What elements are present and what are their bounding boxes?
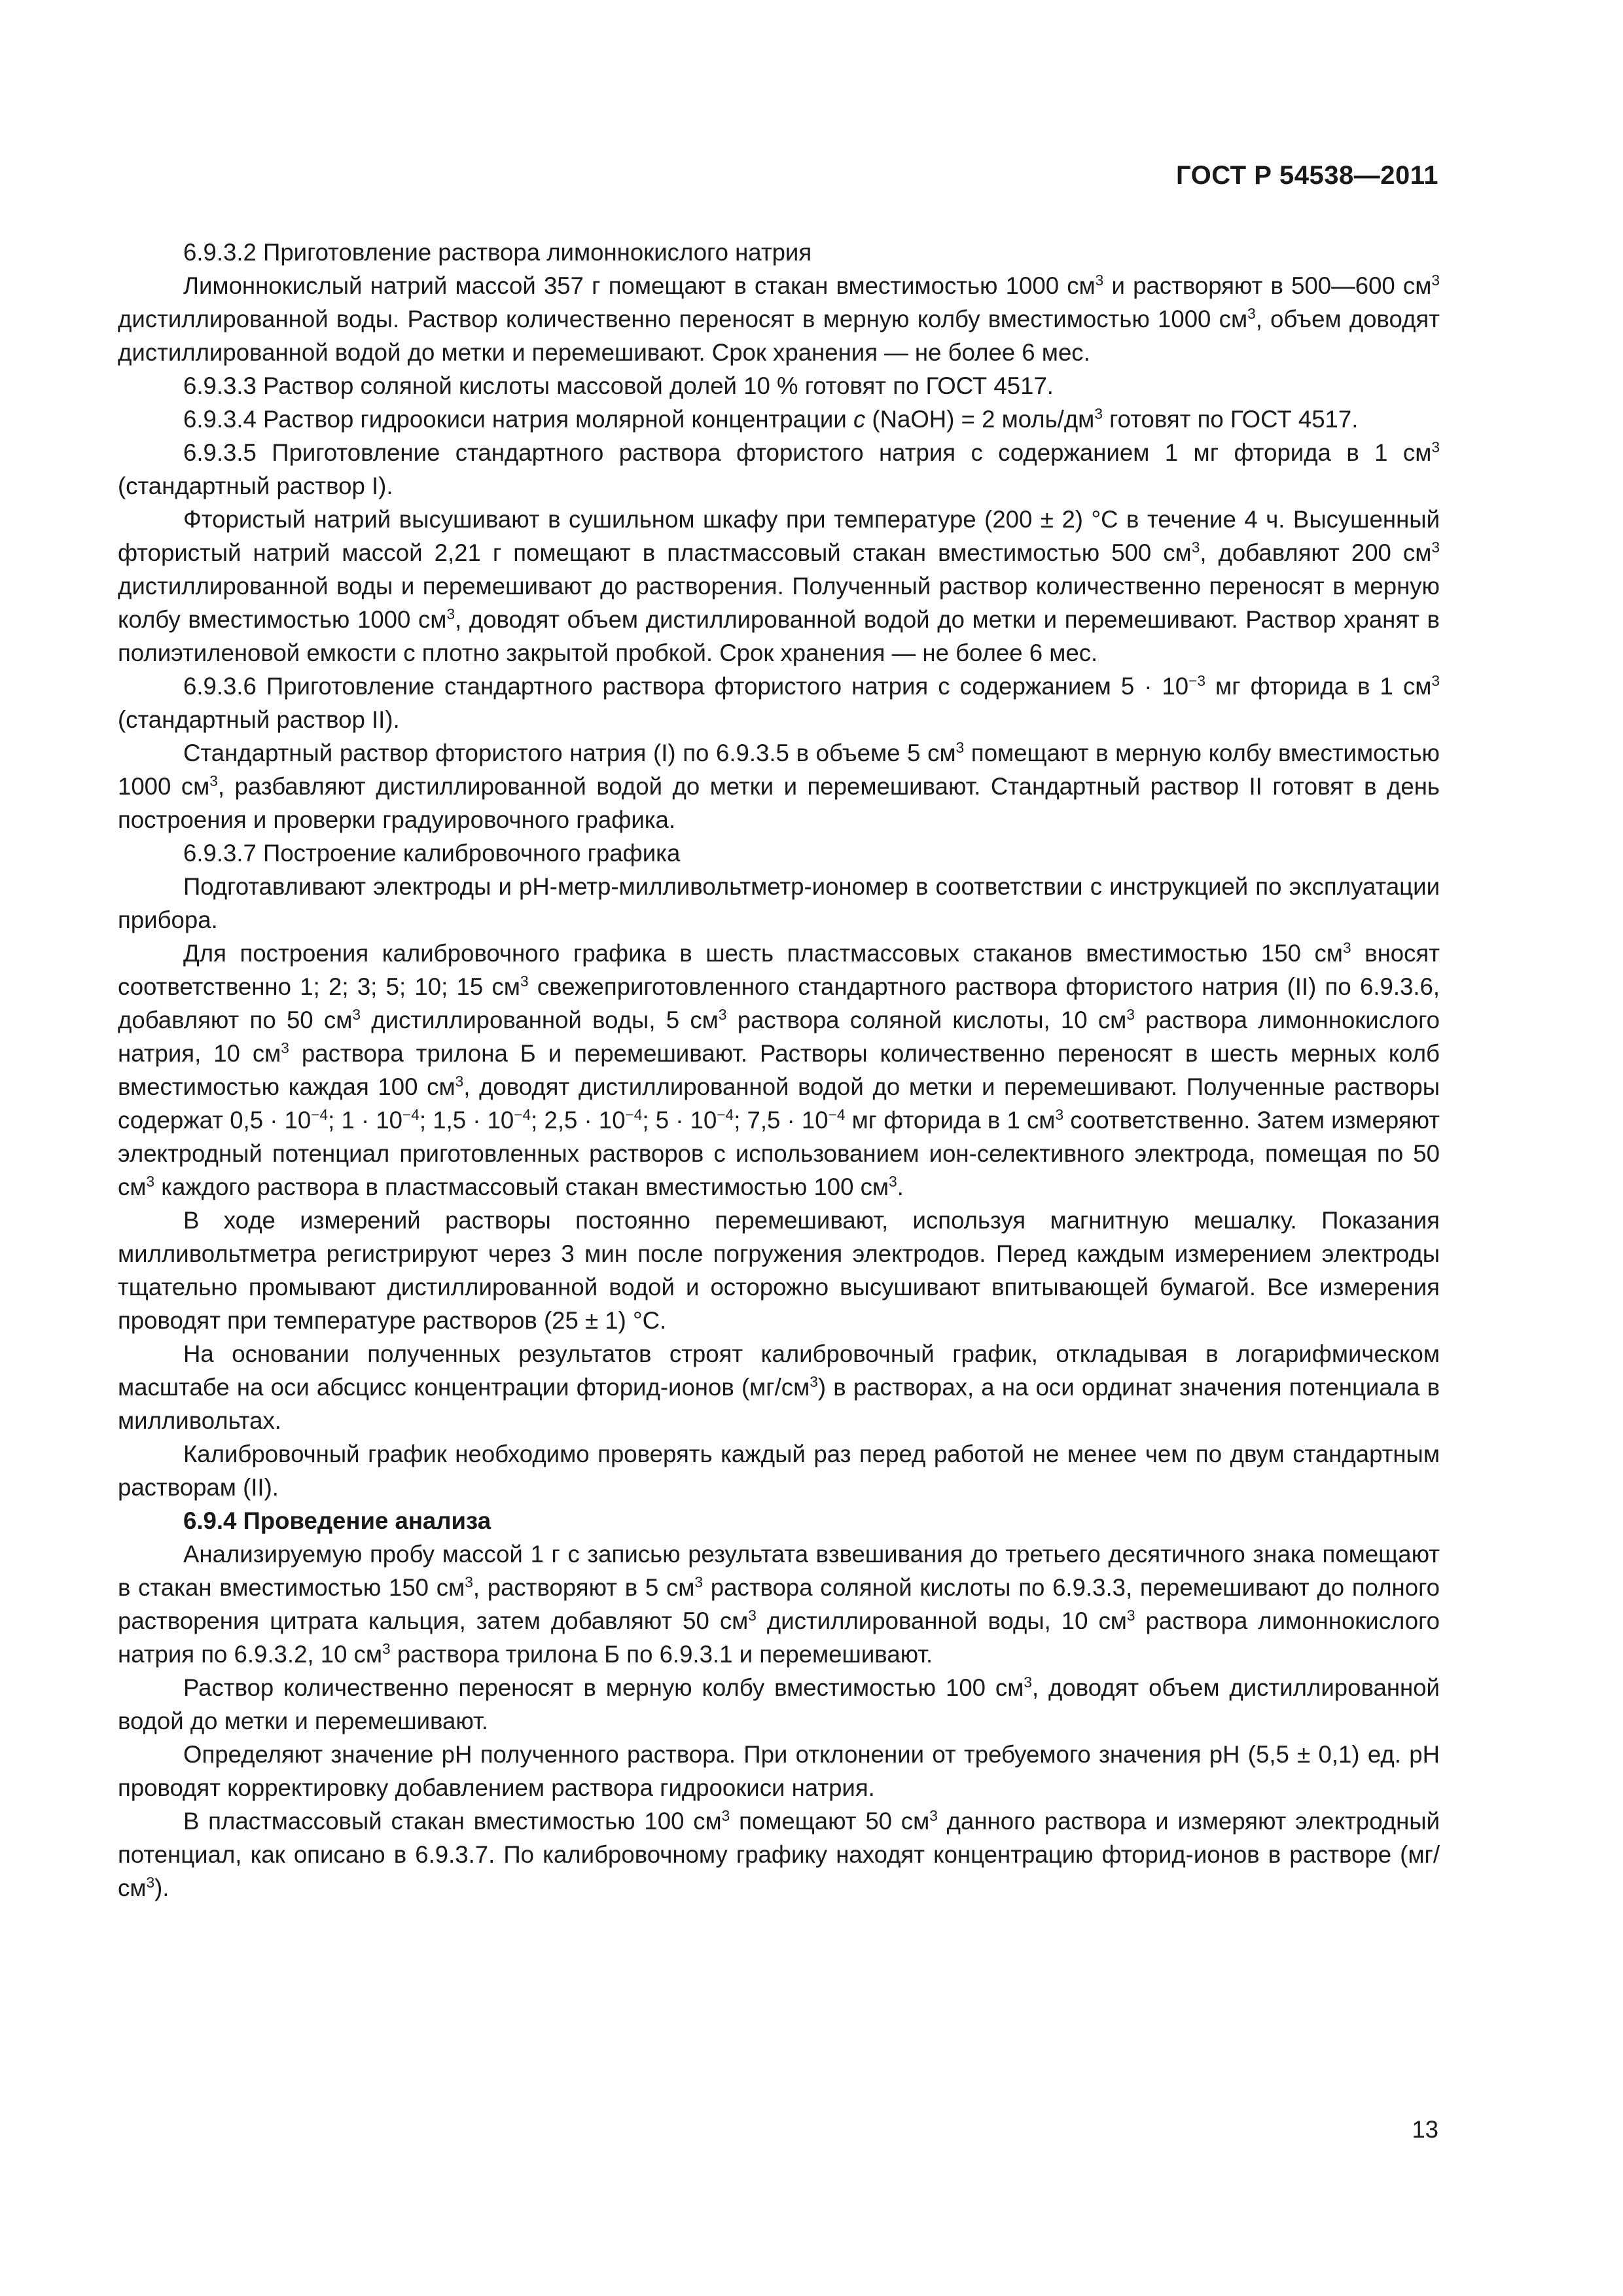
paragraph: Лимоннокислый натрий массой 357 г помещают в стакан вместимостью 1000 $см^3$ и растворяют в 500—600 $см^3$ дистиллированной воды. Раствор количественно переносят в мерную колбу вместимостью 1000 $см^3$, объем доводят дистиллированной водой до метки и перемешивают. Срок хранения — не более 6 мес. bbox=[118, 271, 1440, 366]
paragraph: В ходе измерений растворы постоянно перемешивают, используя магнитную мешалку. Показания милливольтметра регистрируют через 3 мин после погружения электродов. Перед каждым измерением электроды тщательно промывают дистиллированной водой и осторожно высушивают впитывающей бумагой. Все измерения проводят при температуре растворов (25 ± 1) °С. bbox=[118, 1207, 1440, 1334]
paragraph: В пластмассовый стакан вместимостью 100 $см^3$ помещают 50 $см^3$ данного раствора и измеряют электродный потенциал, как описано в 6.9.3.7. По калибровочному графику находят концентрацию фторид-ионов в растворе $(мг/см^3)$. bbox=[118, 1806, 1440, 1901]
paragraph: 6.9.3.6 Приготовление стандартного раствора фтористого натрия с содержанием $5 \cdot 10^{-3}$ мг фторида в 1 $см^3$ (стандартный раствор II). bbox=[118, 672, 1440, 733]
paragraph: 6.9.3.2 Приготовление раствора лимоннокислого натрия bbox=[183, 239, 812, 266]
document-id-header: ГОСТ Р 54538—2011 bbox=[1176, 161, 1438, 190]
section-heading: 6.9.4 Проведение анализа bbox=[183, 1507, 491, 1534]
paragraph: 6.9.3.5 Приготовление стандартного раствора фтористого натрия с содержанием 1 мг фторида в 1 $см^3$ (стандартный раствор I). bbox=[118, 438, 1440, 499]
paragraph: 6.9.3.3 Раствор соляной кислоты массовой долей 10 % готовят по ГОСТ 4517. bbox=[183, 372, 1054, 399]
paragraph: На основании полученных результатов строят калибровочный график, откладывая в логарифмическом масштабе на оси абсцисс концентрации фторид-ионов $(мг/см^3)$ в растворах, а на оси ординат значения потенциала в милливольтах. bbox=[118, 1340, 1440, 1434]
page-number: 13 bbox=[1412, 2116, 1438, 2143]
paragraph: 6.9.3.4 Раствор гидроокиси натрия молярной концентрации с (NaOH) = 2 моль/$дм^3$ готовят по ГОСТ 4517. bbox=[183, 404, 1359, 433]
paragraph: 6.9.3.7 Построение калибровочного графика bbox=[183, 840, 681, 867]
paragraph: Фтористый натрий высушивают в сушильном шкафу при температуре (200 ± 2) °С в течение 4 ч. Высушенный фтористый натрий массой 2,21 г помещают в пластмассовый стакан вместимостью 500 $см^3$, добавляют 200 $см^3$ дистиллированной воды и перемешивают до растворения. Полученный раствор количественно переносят в мерную колбу вместимостью 1000 $см^3$, доводят объем дистиллированной водой до метки и перемешивают. Раствор хранят в полиэтиленовой емкости с плотно закрытой пробкой. Срок хранения — не более 6 мес. bbox=[118, 506, 1440, 666]
paragraph: Калибровочный график необходимо проверять каждый раз перед работой не менее чем по двум стандартным растворам (II). bbox=[118, 1441, 1440, 1501]
paragraph: Стандартный раствор фтористого натрия (I) по 6.9.3.5 в объеме 5 $см^3$ помещают в мерную колбу вместимостью 1000 $см^3$, разбавляют дистиллированной водой до метки и перемешивают. Стандартный раствор II готовят в день построения и проверки градуировочного графика. bbox=[118, 738, 1440, 833]
paragraph: Для построения калибровочного графика в шесть пластмассовых стаканов вместимостью 150 $см^3$ вносят соответственно 1; 2; 3; 5; 10; 15 $см^3$ свежеприготовленного стандартного раствора фтористого натрия (II) по 6.9.3.6, добавляют по 50 $см^3$ дистиллированной воды, 5 $см^3$ раствора соляной кислоты, 10 $см^3$ раствора лимоннокислого натрия, 10 $см^3$ раствора трилона Б и перемешивают. Растворы количественно переносят в шесть мерных колб вместимостью каждая 100 $см^3$, доводят дистиллированной водой до метки и перемешивают. Полученные растворы содержат $0,5 \cdot 10^{-4}$; $1 \cdot 10^{-4}$; $1,5 \cdot 10^{-4}$; $2,5 \cdot 10^{-4}$; $5 \cdot 10^{-4}$; $7,5 \cdot 10^{-4}$ мг фторида в 1 $см^3$ соответственно. Затем измеряют электродный потенциал приготовленных растворов с использованием ион-селективного электрода, помещая по 50 $см^3$ каждого раствора в пластмассовый стакан вместимостью 100 $см^3$. bbox=[118, 939, 1440, 1200]
paragraph: Определяют значение рН полученного раствора. При отклонении от требуемого значения рН (5,5 ± 0,1) ед. рН проводят корректировку добавлением раствора гидроокиси натрия. bbox=[118, 1741, 1440, 1801]
paragraph: Подготавливают электроды и рН-метр-милливольтметр-иономер в соответствии с инструкцией по эксплуатации прибора. bbox=[118, 873, 1440, 933]
paragraph: Анализируемую пробу массой 1 г с записью результата взвешивания до третьего десятичного знака помещают в стакан вместимостью 150 $см^3$, растворяют в 5 $см^3$ раствора соляной кислоты по 6.9.3.3, перемешивают до полного растворения цитрата кальция, затем добавляют 50 $см^3$ дистиллированной воды, 10 $см^3$ раствора лимоннокислого натрия по 6.9.3.2, 10 $см^3$ раствора трилона Б по 6.9.3.1 и перемешивают. bbox=[118, 1541, 1440, 1668]
document-body bbox=[118, 236, 1440, 1905]
paragraph: Раствор количественно переносят в мерную колбу вместимостью 100 $см^3$, доводят объем дистиллированной водой до метки и перемешивают. bbox=[118, 1673, 1440, 1734]
